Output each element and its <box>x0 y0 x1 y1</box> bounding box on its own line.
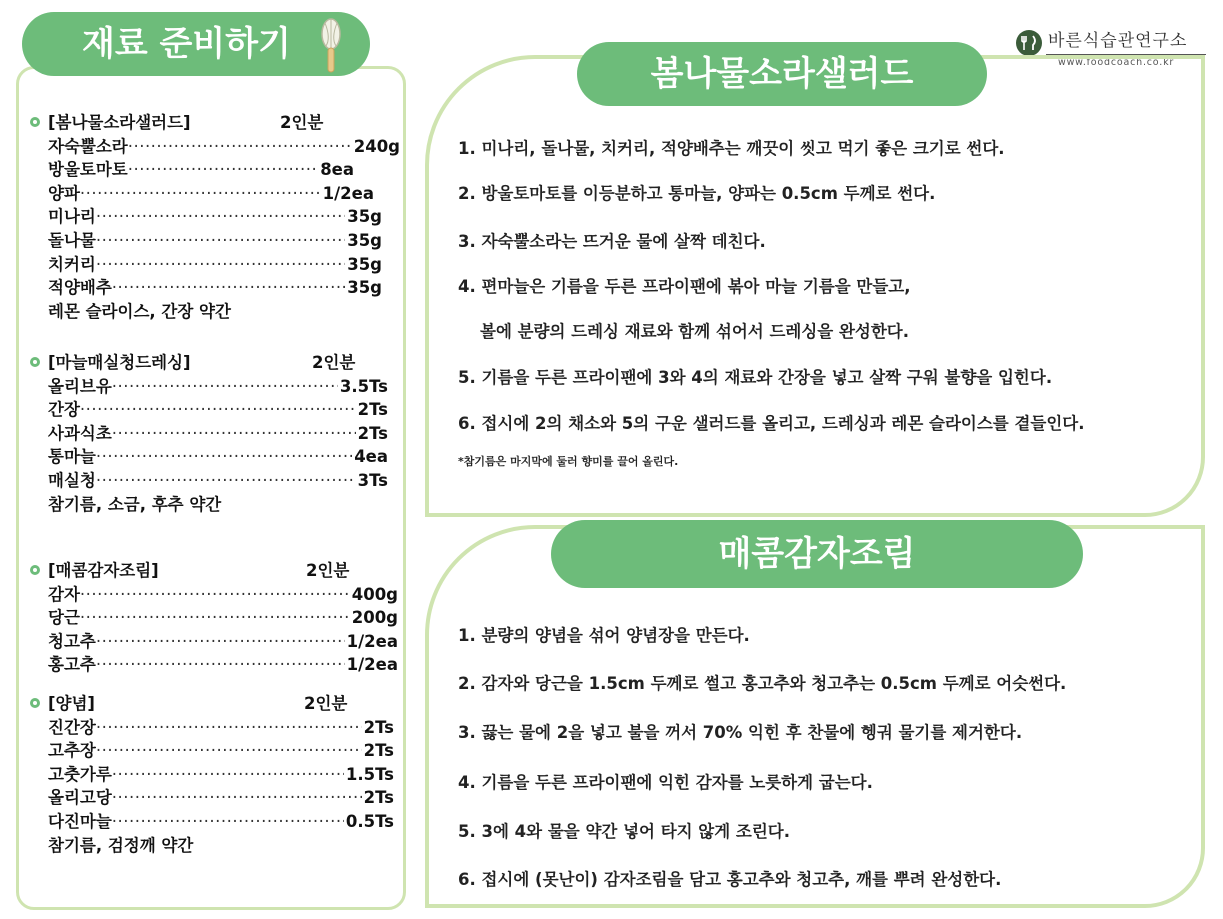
ingredient-row: 양파 ····· 1/2ea <box>30 182 374 206</box>
ingredient-row: 감자 ····· 400g <box>30 583 398 607</box>
ingredient-row: 매실청 ····· 3Ts <box>30 469 388 493</box>
section-name: [매콤감자조림] <box>48 561 159 580</box>
recipe2-step: 5. 3에 4와 물을 약간 넣어 타지 않게 조린다. <box>458 822 791 841</box>
ingredient-row: 올리고당 ····· 2Ts <box>30 786 394 810</box>
whisk-icon <box>318 18 344 74</box>
recipe1-step: 2. 방울토마토를 이등분하고 통마늘, 양파는 0.5cm 두께로 썬다. <box>458 184 936 203</box>
bullet-icon <box>30 698 40 708</box>
ingredient-row: 당근 ····· 200g <box>30 606 398 630</box>
ingredient-row: 고춧가루 ····· 1.5Ts <box>30 763 394 787</box>
recipe2-step: 1. 분량의 양념을 섞어 양념장을 만든다. <box>458 626 750 645</box>
section-servings: 2인분 <box>306 561 350 580</box>
ingredient-row: 고추장 ····· 2Ts <box>30 739 394 763</box>
recipe2-steps <box>458 0 1198 919</box>
section-name: [봄나물소라샐러드] <box>48 113 191 132</box>
ingredient-note: 참기름, 검정깨 약간 <box>48 835 194 855</box>
recipe1-step: 볼에 분량의 드레싱 재료와 함께 섞어서 드레싱을 완성한다. <box>480 322 910 341</box>
ingredient-section <box>30 111 400 323</box>
recipe1-step: 5. 기름을 두른 프라이팬에 3와 4의 재료와 간장을 넣고 살짝 구워 불향을 입힌다. <box>458 368 1053 387</box>
ingredient-row: 홍고추 ····· 1/2ea <box>30 653 398 677</box>
recipe1-step: 6. 접시에 2의 채소와 5의 구운 샐러드를 올리고, 드레싱과 레몬 슬라이스를 곁들인다. <box>458 414 1085 433</box>
recipe1-step: 4. 편마늘은 기름을 두른 프라이팬에 볶아 마늘 기름을 만들고, <box>458 277 911 296</box>
ingredient-row: 다진마늘 ····· 0.5Ts <box>30 810 394 834</box>
ingredient-section <box>30 692 400 857</box>
brand-url: www.foodcoach.co.kr <box>1058 57 1175 68</box>
ingredient-row: 돌나물 ····· 35g <box>30 229 382 253</box>
ingredient-row: 자숙뿔소라 ····· 240g <box>30 135 400 159</box>
ingredient-row: 통마늘 ····· 4ea <box>30 445 388 469</box>
recipe2-step: 2. 감자와 당근을 1.5cm 두께로 썰고 홍고추와 청고추는 0.5cm 두께로 어슷썬다. <box>458 674 1067 693</box>
section-servings: 2인분 <box>304 694 348 713</box>
recipe1-title: 봄나물소라샐러드 <box>577 42 987 106</box>
ingredient-section <box>30 559 400 677</box>
ingredient-note: 참기름, 소금, 후추 약간 <box>48 494 222 514</box>
ingredient-section <box>30 351 400 516</box>
ingredients-title: 재료 준비하기 <box>22 12 370 76</box>
recipe2-title: 매콤감자조림 <box>551 520 1083 588</box>
recipe2-step: 3. 끓는 물에 2을 넣고 불을 꺼서 70% 익힌 후 찬물에 헹궈 물기를 제거한다. <box>458 723 1023 742</box>
recipe1-step: 3. 자숙뿔소라는 뜨거운 물에 살짝 데친다. <box>458 232 766 251</box>
ingredient-row: 올리브유 ····· 3.5Ts <box>30 375 388 399</box>
ingredient-row: 치커리 ····· 35g <box>30 253 382 277</box>
recipe1-step: 1. 미나리, 돌나물, 치커리, 적양배추는 깨끗이 씻고 먹기 좋은 크기로 썬다. <box>458 139 1005 158</box>
brand-name: 바른식습관연구소 <box>1048 31 1188 51</box>
ingredient-row: 청고추 ····· 1/2ea <box>30 630 398 654</box>
section-servings: 2인분 <box>312 353 356 372</box>
bullet-icon <box>30 357 40 367</box>
ingredient-row: 간장 ····· 2Ts <box>30 398 388 422</box>
ingredient-row: 진간장 ····· 2Ts <box>30 716 394 740</box>
bullet-icon <box>30 117 40 127</box>
ingredient-row: 적양배추 ····· 35g <box>30 276 382 300</box>
ingredient-row: 방울토마토 ····· 8ea <box>30 158 354 182</box>
ingredient-row: 미나리 ····· 35g <box>30 205 382 229</box>
section-servings: 2인분 <box>280 113 324 132</box>
section-name: [양념] <box>48 694 95 713</box>
recipe1-footnote: *참기름은 마지막에 둘러 향미를 끌어 올린다. <box>458 455 679 468</box>
ingredient-row: 사과식초 ····· 2Ts <box>30 422 388 446</box>
bullet-icon <box>30 565 40 575</box>
ingredient-note: 레몬 슬라이스, 간장 약간 <box>48 301 231 321</box>
section-name: [마늘매실청드레싱] <box>48 353 191 372</box>
recipe2-step: 4. 기름을 두른 프라이팬에 익힌 감자를 노릇하게 굽는다. <box>458 773 873 792</box>
recipe2-step: 6. 접시에 (못난이) 감자조림을 담고 홍고추와 청고추, 깨를 뿌려 완성한다. <box>458 870 1002 889</box>
